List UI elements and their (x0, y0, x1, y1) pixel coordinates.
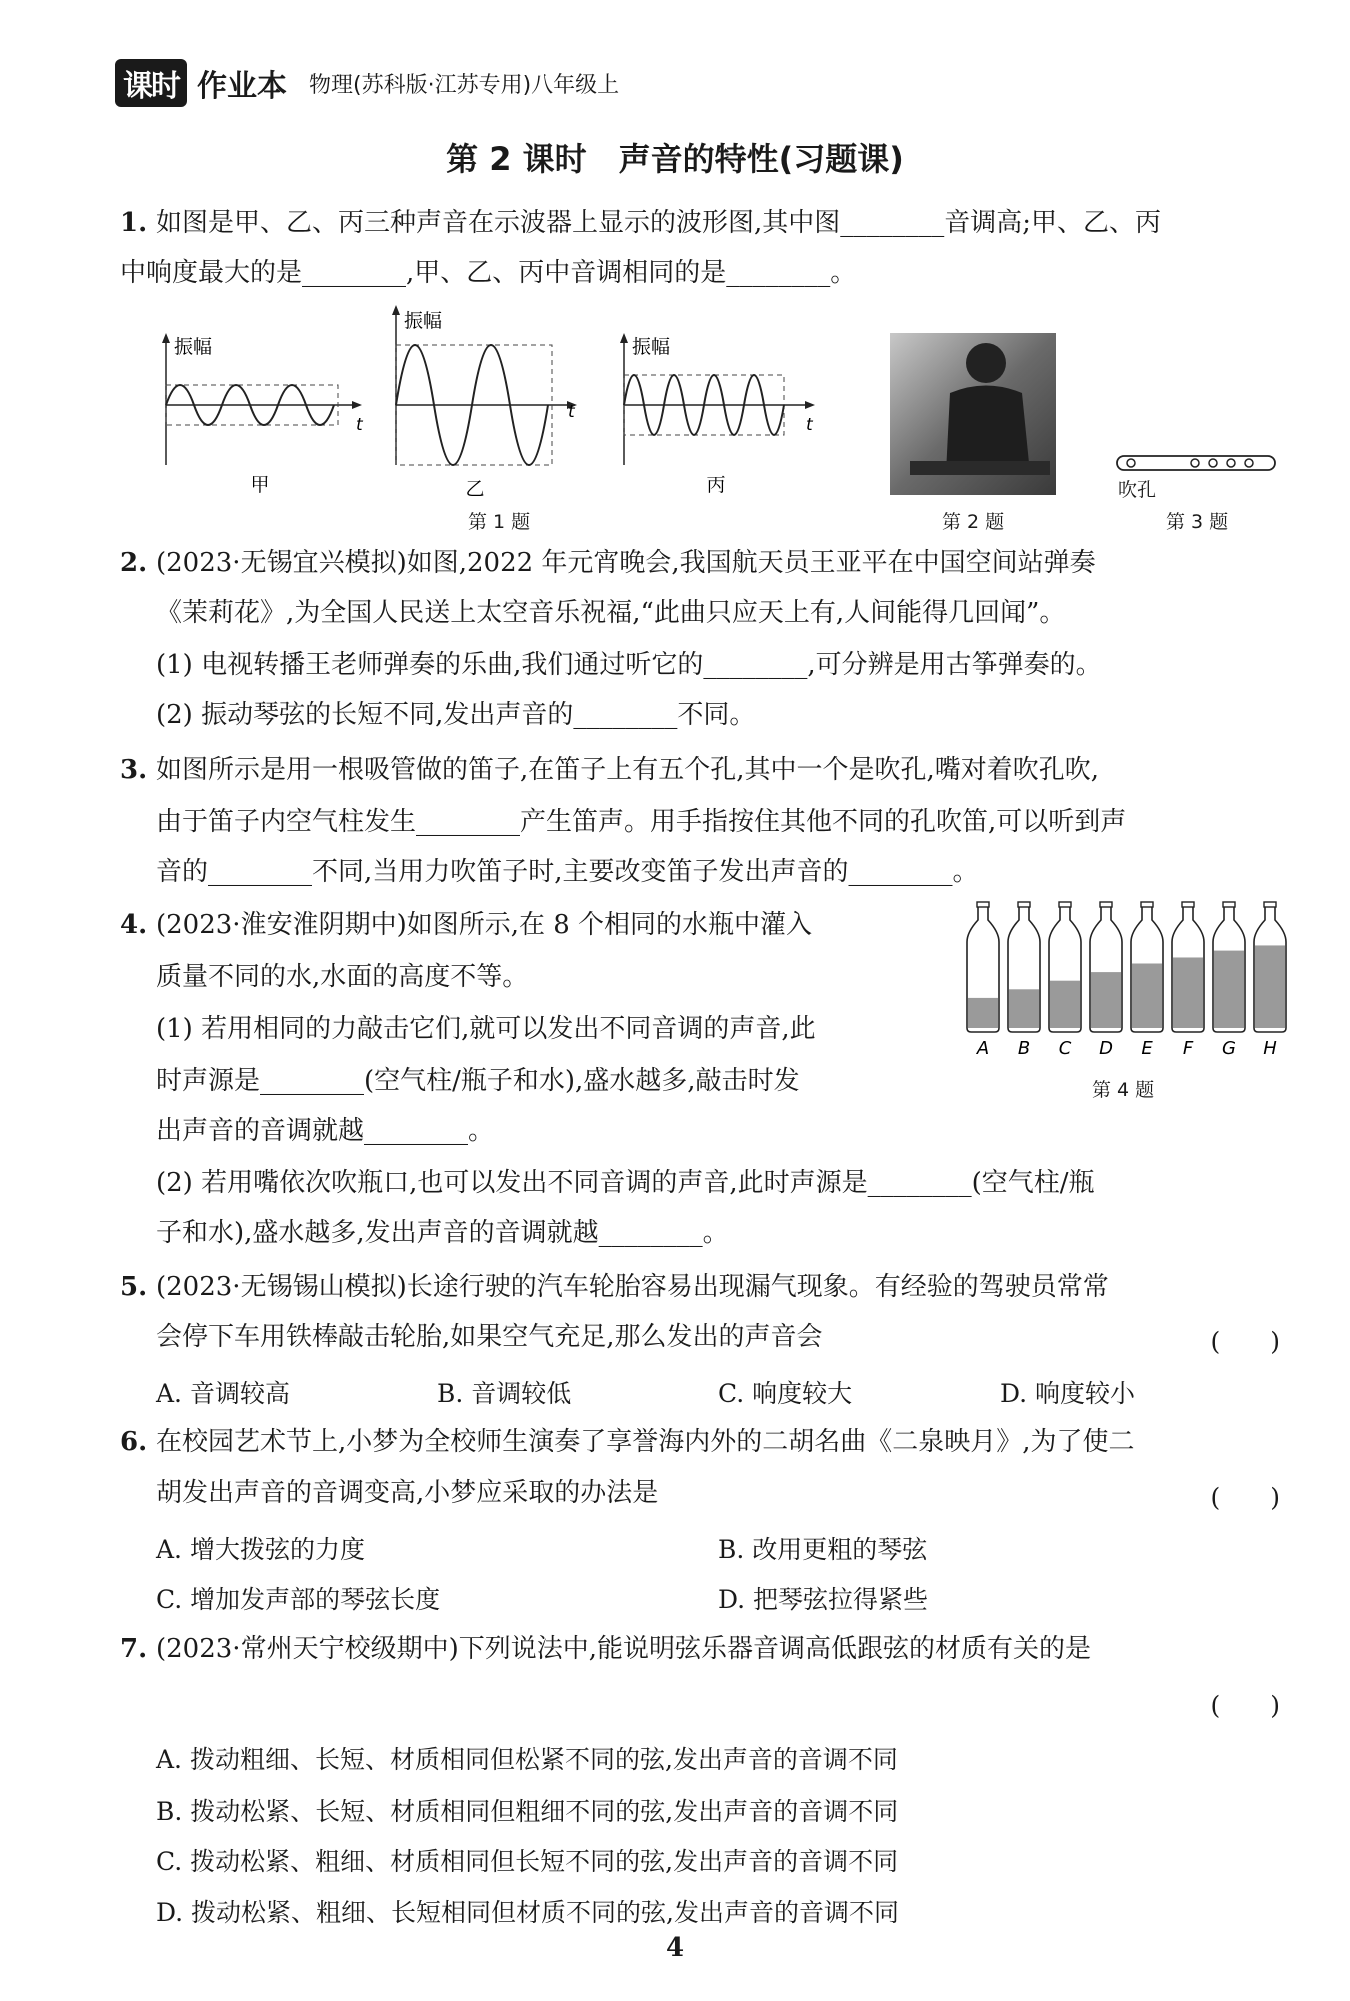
svg-text:t: t (356, 415, 363, 435)
q3-line1: 3. 如图所示是用一根吸管做的笛子,在笛子上有五个孔,其中一个是吹孔,嘴对着吹孔吹, (120, 755, 1100, 785)
bottle-a (967, 902, 999, 1059)
q5-option-d: D. 响度较小 (1000, 1379, 1136, 1408)
label-bing: 丙 (706, 474, 726, 496)
svg-text:t: t (806, 415, 813, 435)
q5-line1: 5. (2023·无锡锡山模拟)长途行驶的汽车轮胎容易出现漏气现象。有经验的驾驶员常常 (120, 1272, 1109, 1302)
q4-line4: 时声源是________(空气柱/瓶子和水),盛水越多,敲击时发 (156, 1066, 800, 1096)
q1-line1: 1. 如图是甲、乙、丙三种声音在示波器上显示的波形图,其中图________音调高;甲、乙、丙 (120, 208, 1162, 238)
straw-flute (1115, 452, 1280, 474)
q7-number: 7. (120, 1634, 148, 1664)
q6-option-a: A. 增大拨弦的力度 (156, 1535, 365, 1564)
book-name: 作业本 (197, 69, 287, 104)
fig1-ylabel-jia: 振幅 (174, 336, 213, 358)
brand-logo: 课时 (115, 59, 187, 107)
astronaut-photo (890, 333, 1056, 495)
page-number: 4 (665, 1933, 685, 1963)
q5-option-c: C. 响度较大 (718, 1379, 853, 1408)
q2-line1: 2. (2023·无锡宜兴模拟)如图,2022 年元宵晚会,我国航天员王亚平在中国空间站弹奏 (120, 548, 1096, 578)
q6-line2: 胡发出声音的音调变高,小梦应采取的办法是 (156, 1478, 659, 1508)
q4-line2: 质量不同的水,水面的高度不等。 (156, 962, 529, 992)
q7-line1: 7. (2023·常州天宁校级期中)下列说法中,能说明弦乐器音调高低跟弦的材质有关的是 (120, 1634, 1091, 1664)
bottle-g (1213, 902, 1245, 1059)
q7-answer-paren: ( ) (1210, 1691, 1280, 1720)
bottle-label-g: G (1222, 1038, 1236, 1059)
q1-number: 1. (120, 208, 148, 238)
q5-answer-paren: ( ) (1210, 1327, 1280, 1356)
q4-line7: 子和水),盛水越多,发出声音的音调就越________。 (156, 1218, 729, 1248)
waveform-figure (150, 305, 850, 530)
bottle-f (1172, 902, 1204, 1059)
q6-option-b: B. 改用更粗的琴弦 (718, 1535, 928, 1564)
q5-option-b: B. 音调较低 (437, 1379, 572, 1408)
bottle-label-h: H (1263, 1038, 1277, 1059)
q3-line2: 由于笛子内空气柱发生________产生笛声。用手指按住其他不同的孔吹笛,可以听到声 (156, 807, 1127, 837)
label-yi: 乙 (465, 478, 485, 500)
q2-line2: 《茉莉花》,为全国人民送上太空音乐祝福,“此曲只应天上有,人间能得几回闻”。 (156, 598, 1066, 628)
q5-line2: 会停下车用铁棒敲击轮胎,如果空气充足,那么发出的声音会 (156, 1322, 823, 1352)
q6-answer-paren: ( ) (1210, 1483, 1280, 1512)
bottle-label-a: A (976, 1038, 990, 1059)
q4-number: 4. (120, 910, 148, 940)
q6-option-d: D. 把琴弦拉得紧些 (718, 1585, 929, 1614)
q4-line1: 4. (2023·淮安淮阴期中)如图所示,在 8 个相同的水瓶中灌入 (120, 910, 813, 940)
q3-number: 3. (120, 755, 148, 785)
book-subtitle: 物理(苏科版·江苏专用)八年级上 (309, 72, 620, 98)
svg-text:t: t (568, 402, 575, 422)
fig2-caption: 第 2 题 (942, 511, 1005, 533)
q7-option-a: A. 拨动粗细、长短、材质相同但松紧不同的弦,发出声音的音调不同 (156, 1745, 898, 1774)
q4-line5: 出声音的音调就越________。 (156, 1116, 495, 1146)
bottle-c (1049, 902, 1081, 1059)
blow-hole-label: 吹孔 (1118, 479, 1157, 501)
bottle-label-d: D (1099, 1038, 1113, 1059)
waveform-yi (392, 305, 577, 500)
fig1-ylabel-bing: 振幅 (632, 336, 671, 358)
q2-line4: (2) 振动琴弦的长短不同,发出声音的________不同。 (156, 700, 756, 730)
q6-line1: 6. 在校园艺术节上,小梦为全校师生演奏了享誉海内外的二胡名曲《二泉映月》,为了使二 (120, 1427, 1135, 1457)
bottle-b (1008, 902, 1040, 1059)
q2-line3: (1) 电视转播王老师弹奏的乐曲,我们通过听它的________,可分辨是用古筝弹奏的。 (156, 650, 1102, 680)
waveform-jia (162, 333, 364, 496)
bottle-e (1131, 902, 1163, 1059)
fig4-caption: 第 4 题 (1092, 1079, 1155, 1101)
q3-line3: 音的________不同,当用力吹笛子时,主要改变笛子发出声音的________。 (156, 857, 979, 887)
bottle-label-b: B (1017, 1038, 1031, 1059)
bottle-label-c: C (1058, 1038, 1072, 1059)
q7-option-d: D. 拨动松紧、粗细、长短相同但材质不同的弦,发出声音的音调不同 (156, 1898, 899, 1927)
q5-number: 5. (120, 1272, 148, 1302)
waveform-bing (620, 333, 815, 496)
q6-number: 6. (120, 1427, 148, 1457)
fig3-caption: 第 3 题 (1166, 511, 1229, 533)
page-header (115, 58, 619, 108)
q5-option-a: A. 音调较高 (156, 1379, 290, 1408)
blow-hole (1127, 459, 1135, 467)
q2-number: 2. (120, 548, 148, 578)
q7-option-b: B. 拨动松紧、长短、材质相同但粗细不同的弦,发出声音的音调不同 (156, 1797, 899, 1826)
bottle-h (1254, 902, 1286, 1059)
fig1-ylabel-yi: 振幅 (404, 310, 443, 332)
q4-line6: (2) 若用嘴依次吹瓶口,也可以发出不同音调的声音,此时声源是________(空气柱/瓶 (156, 1168, 1095, 1198)
bottle-label-e: E (1141, 1038, 1153, 1059)
fig1-caption: 第 1 题 (468, 511, 531, 533)
q6-option-c: C. 增加发声部的琴弦长度 (156, 1585, 441, 1614)
q1-line2: 中响度最大的是________,甲、乙、丙中音调相同的是________。 (120, 258, 857, 288)
bottle-label-f: F (1182, 1038, 1194, 1059)
label-jia: 甲 (250, 474, 270, 496)
q7-option-c: C. 拨动松紧、粗细、材质相同但长短不同的弦,发出声音的音调不同 (156, 1847, 899, 1876)
bottle-d (1090, 902, 1122, 1059)
lesson-title: 第 2 课时 声音的特性(习题课) (446, 140, 904, 178)
water-bottles-figure (955, 900, 1295, 1060)
q4-line3: (1) 若用相同的力敲击它们,就可以发出不同音调的声音,此 (156, 1014, 816, 1044)
